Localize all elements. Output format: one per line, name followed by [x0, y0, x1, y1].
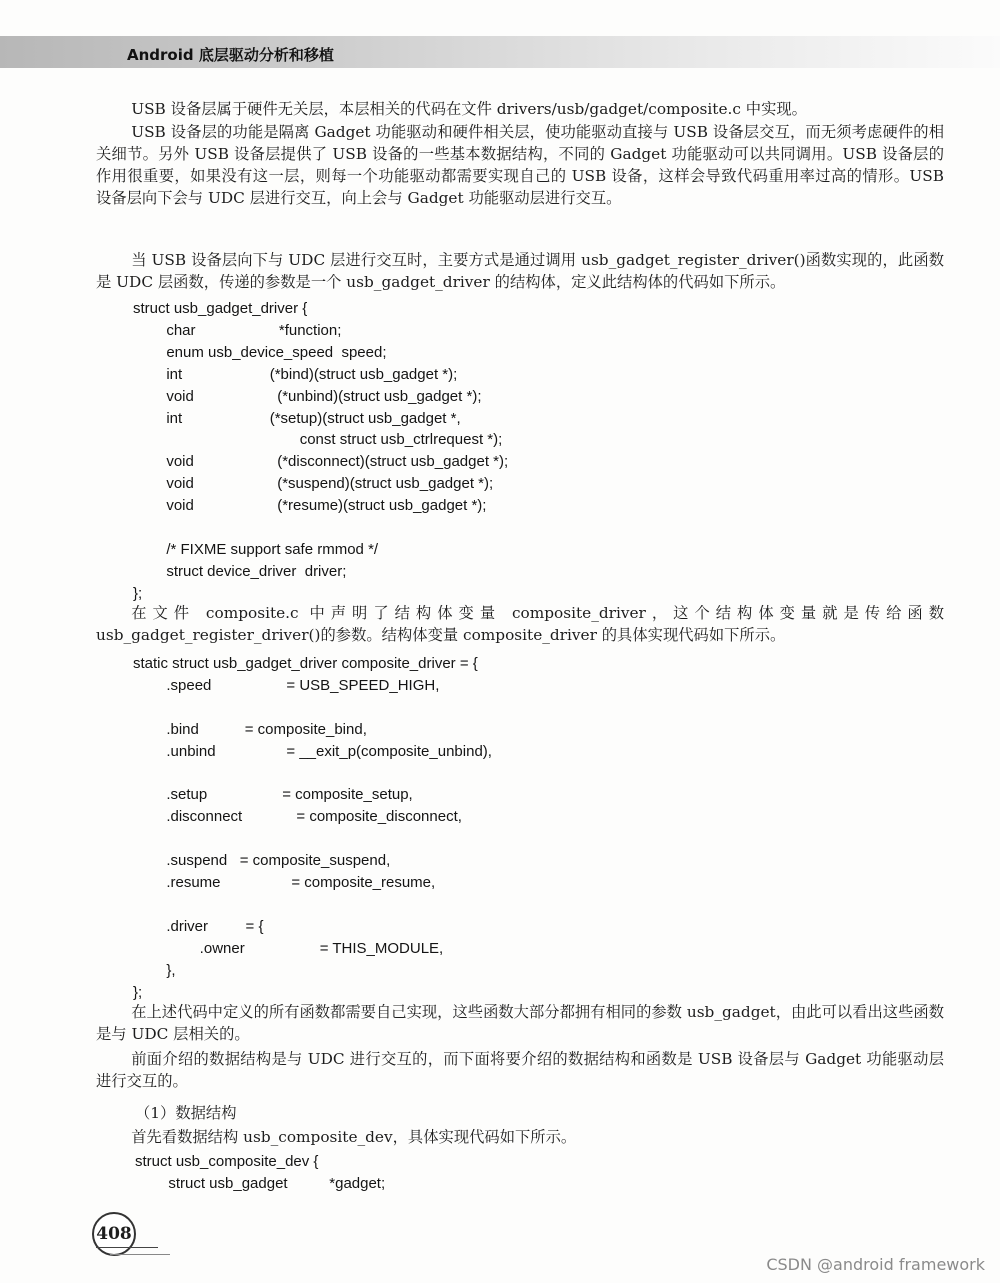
paragraph-intro: USB 设备层属于硬件无关层，本层相关的代码在文件 drivers/usb/gadget/composite.c 中实现。: [131, 100, 807, 118]
page-number-badge: [92, 1212, 136, 1256]
footer-rule-secondary: [110, 1254, 170, 1255]
paragraph-functions-note: 在上述代码中定义的所有函数都需要自己实现，这些函数大部分都拥有相同的参数 usb_gadget，由此可以看出这些函数是与 UDC 层相关的。: [96, 1003, 944, 1043]
watermark: CSDN @android framework: [766, 1255, 985, 1274]
page-number: 408: [96, 1224, 132, 1244]
paragraph-device-layer-function: USB 设备层的功能是隔离 Gadget 功能驱动和硬件相关层，使功能驱动直接与 USB 设备层交互，而无须考虑硬件的相关细节。另外 USB 设备层提供了 USB 设备的一些基本数据结构，不同的 Gadget 功能驱动可以共同调用。USB 设备层的作用很重要，如果没有这一层，则每一个功能驱动都需要实现自己的 USB 设备，这样会导致代码重用率过高的情形。USB 设备层向下会与 UDC 层进行交互，向上会与 Gadget 功能驱动层进行交互。: [96, 123, 944, 207]
running-header-title: Android 底层驱动分析和移植: [127, 46, 334, 64]
paragraph-composite-driver: 在文件 composite.c 中声明了结构体变量 composite_driver，这个结构体变量就是传给函数 usb_gadget_register_driver()的参数。结构体变量 composite_driver 的具体实现代码如下所示。: [96, 604, 944, 644]
footer-rule: [96, 1247, 158, 1248]
paragraph-composite-dev: 首先看数据结构 usb_composite_dev，具体实现代码如下所示。: [131, 1128, 577, 1146]
code-block-usb-composite-dev: struct usb_composite_dev { struct usb_gadget *gadget;: [135, 1153, 386, 1192]
paragraph-data-structures-note: 前面介绍的数据结构是与 UDC 进行交互的，而下面将要介绍的数据结构和函数是 USB 设备层与 Gadget 功能驱动层进行交互的。: [96, 1050, 944, 1090]
code-block-composite-driver: static struct usb_gadget_driver composite_driver = { .speed = USB_SPEED_HIGH, .bind = composite_bind, .unbind = __exit_p(composite_unbind), .setup = composite_setup, .disconnect = composite_disconnect, .suspend = composite_suspend, .resume = composite_resume, .driver = { .owner = THIS_MODULE, }, };: [133, 655, 492, 1001]
paragraph-udc-interaction: 当 USB 设备层向下与 UDC 层进行交互时，主要方式是通过调用 usb_gadget_register_driver()函数实现的，此函数是 UDC 层函数，传递的参数是一个 usb_gadget_driver 的结构体，定义此结构体的代码如下所示。: [96, 251, 944, 291]
code-block-usb-gadget-driver: struct usb_gadget_driver { char *function; enum usb_device_speed speed; int (*bind)(struct usb_gadget *); void (*unbind)(struct usb_gadget *); int (*setup)(struct usb_gadget *, const struct usb_ctrlrequest *); void (*disconnect)(struct usb_gadget *); void (*suspend)(struct usb_gadget *); void (*resume)(struct usb_gadget *); /* FIXME support safe rmmod */ struct device_driver driver; };: [133, 300, 509, 602]
subheading-data-structure: （1）数据结构: [135, 1104, 237, 1122]
